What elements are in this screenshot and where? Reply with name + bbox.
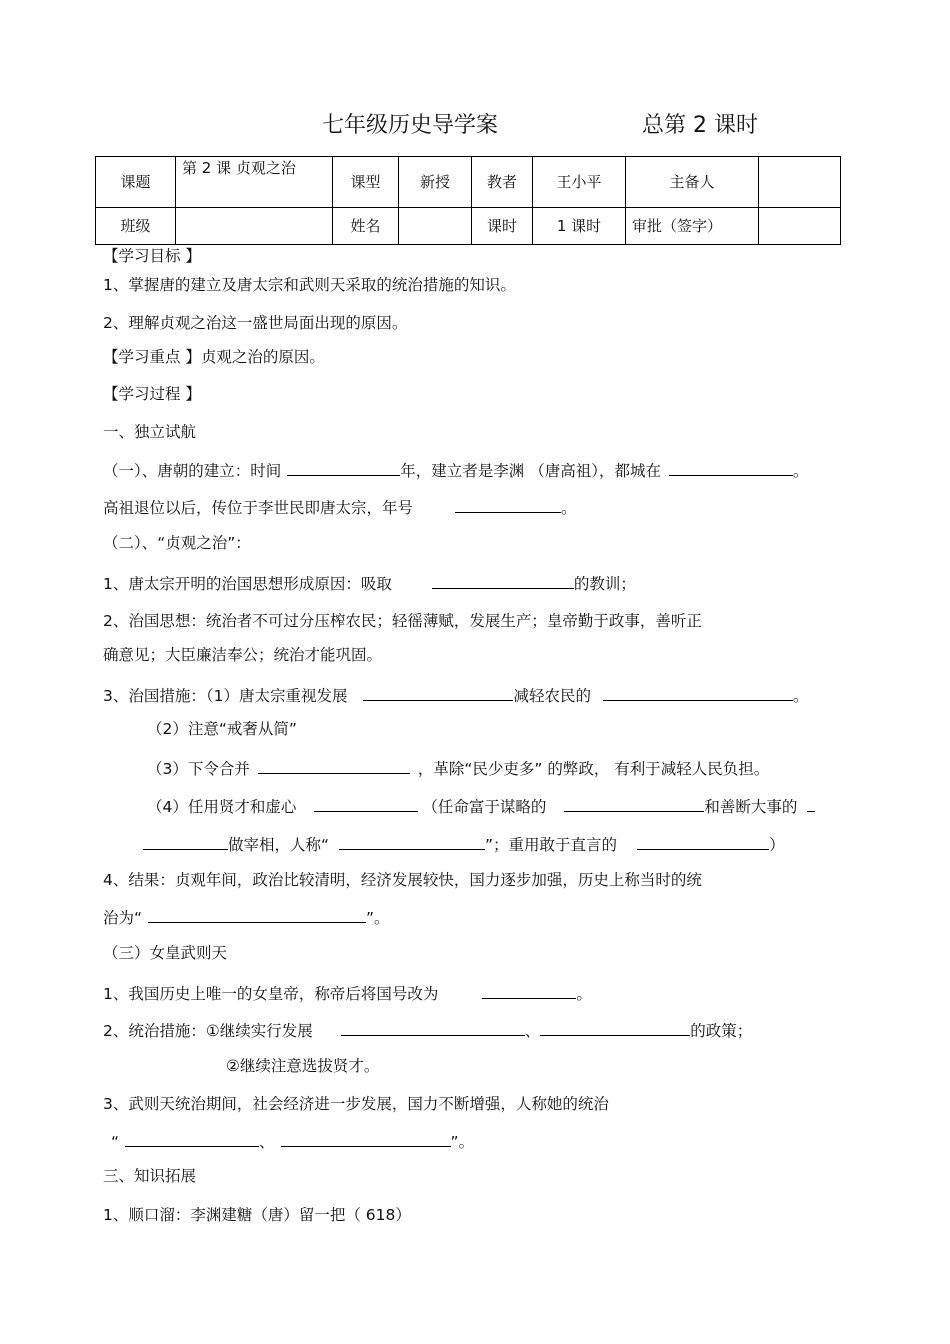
goal-item: 1、掌握唐的建立及唐太宗和武则天采取的统治措施的知识。 — [103, 276, 516, 294]
page-title: 七年级历史导学案 — [322, 113, 499, 138]
question-text: 年，建立者是李渊 （唐高祖），都城在 — [400, 462, 661, 480]
answer-blank[interactable] — [807, 795, 815, 812]
table-cell: 主备人 — [626, 157, 759, 208]
answer-blank[interactable] — [363, 684, 513, 701]
table-cell[interactable] — [759, 157, 841, 208]
subsection-heading: （二）、“贞观之治”： — [103, 534, 251, 552]
answer-blank[interactable] — [540, 1019, 690, 1036]
question-text: 2、统治措施：①继续实行发展 — [103, 1022, 313, 1040]
extension-item: 1、顺口溜：李渊建糖（唐）留一把（ 618） — [103, 1206, 411, 1224]
question-line — [103, 906, 390, 928]
answer-blank[interactable] — [143, 833, 228, 850]
question-text: ”；重用敢于直言的 — [485, 836, 618, 854]
answer-blank[interactable] — [339, 833, 485, 850]
answer-blank[interactable] — [281, 1130, 451, 1147]
question-text: 。 — [561, 499, 577, 517]
question-line — [147, 757, 769, 779]
question-text: “ — [111, 1133, 120, 1151]
question-text: 做宰相，人称“ — [228, 836, 330, 854]
table-cell[interactable] — [399, 208, 472, 245]
lesson-number: 总第 2 课时 — [642, 113, 758, 138]
question-line — [143, 833, 785, 855]
question-line — [103, 1019, 752, 1041]
question-text: （4）任用贤才和虚心 — [147, 798, 297, 816]
question-text: 治为“ — [103, 909, 143, 927]
text-line: 4、结果：贞观年间，政治比较清明，经济发展较快，国力逐步加强，历史上称当时的统 — [103, 871, 702, 889]
question-text: 高祖退位以后，传位于李世民即唐太宗，年号 — [103, 499, 414, 517]
table-cell[interactable] — [759, 208, 841, 245]
table-cell: 班级 — [96, 208, 176, 245]
question-text: ，革除“民少吏多” 的弊政， 有利于减轻人民负担。 — [417, 760, 770, 778]
question-line — [147, 795, 815, 817]
table-cell: 教者 — [472, 157, 533, 208]
question-line — [103, 572, 636, 594]
question-text: 的政策； — [690, 1022, 753, 1040]
question-text: 3、治国措施：（1）唐太宗重视发展 — [103, 687, 348, 705]
table-cell: 姓名 — [333, 208, 399, 245]
answer-blank[interactable] — [125, 1130, 259, 1147]
question-text: 减轻农民的 — [513, 687, 591, 705]
answer-blank[interactable] — [341, 1019, 525, 1036]
answer-blank[interactable] — [637, 833, 769, 850]
answer-blank[interactable] — [482, 982, 576, 999]
subsection-heading: （三）女皇武则天 — [103, 944, 228, 962]
question-text: 和善断大事的 — [704, 798, 798, 816]
question-line — [103, 459, 808, 481]
table-cell: 王小平 — [533, 157, 626, 208]
section-heading: 【学习过程 】 — [103, 385, 201, 403]
part-heading: 三、知识拓展 — [103, 1167, 197, 1185]
section-heading: 【学习目标 】 — [103, 247, 201, 265]
table-row — [96, 208, 841, 245]
question-text: （一）、唐朝的建立：时间 — [103, 462, 282, 480]
table-cell: 课时 — [472, 208, 533, 245]
focus-line: 【学习重点 】贞观之治的原因。 — [103, 348, 325, 366]
table-row — [96, 157, 841, 208]
question-text: 1、我国历史上唯一的女皇帝，称帝后将国号改为 — [103, 985, 439, 1003]
table-cell: 1 课时 — [533, 208, 626, 245]
answer-blank[interactable] — [455, 496, 561, 513]
question-line — [103, 496, 577, 518]
question-text: （3）下令合并 — [147, 760, 250, 778]
goal-item: 2、理解贞观之治这一盛世局面出现的原因。 — [103, 314, 408, 332]
question-line — [111, 1130, 474, 1152]
question-text: 。 — [792, 462, 809, 480]
part-heading: 一、独立试航 — [103, 423, 197, 441]
question-line — [103, 684, 809, 706]
answer-blank[interactable] — [287, 459, 400, 476]
table-cell: 课题 — [96, 157, 176, 208]
answer-blank[interactable] — [148, 906, 366, 923]
answer-blank[interactable] — [314, 795, 418, 812]
answer-blank[interactable] — [432, 572, 574, 589]
question-text: 、 — [259, 1133, 275, 1151]
table-cell[interactable] — [176, 208, 333, 245]
text-line: 3、武则天统治期间，社会经济进一步发展，国力不断增强，人称她的统治 — [103, 1095, 609, 1113]
info-table — [95, 156, 841, 245]
question-text: ”。 — [366, 909, 390, 927]
question-text: 。 — [793, 687, 809, 705]
answer-blank[interactable] — [564, 795, 704, 812]
answer-blank[interactable] — [258, 757, 410, 774]
measure-item: （2）注意“戒奢从简” — [147, 720, 297, 738]
question-text: ”。 — [450, 1133, 475, 1151]
text-line: 2、治国思想：统治者不可过分压榨农民；轻徭薄赋，发展生产；皇帝勤于政事，善听正 — [103, 612, 702, 630]
question-text: 1、唐太宗开明的治国思想形成原因：吸取 — [103, 575, 392, 593]
question-text: （任命富于谋略的 — [422, 798, 547, 816]
question-text: 。 — [576, 985, 592, 1003]
question-text: 、 — [524, 1022, 541, 1040]
question-text: 的教训； — [573, 575, 636, 593]
text-line: 确意见；大臣廉洁奉公；统治才能巩固。 — [103, 646, 383, 664]
answer-blank[interactable] — [603, 684, 793, 701]
answer-blank[interactable] — [669, 459, 793, 476]
table-cell: 审批（签字） — [626, 208, 759, 245]
measure-item: ②继续注意选拔贤才。 — [226, 1057, 380, 1075]
table-cell: 第 2 课 贞观之治 — [176, 157, 333, 208]
table-cell: 新授 — [399, 157, 472, 208]
question-text: ） — [769, 836, 785, 854]
question-line — [103, 982, 592, 1004]
table-cell: 课型 — [333, 157, 399, 208]
